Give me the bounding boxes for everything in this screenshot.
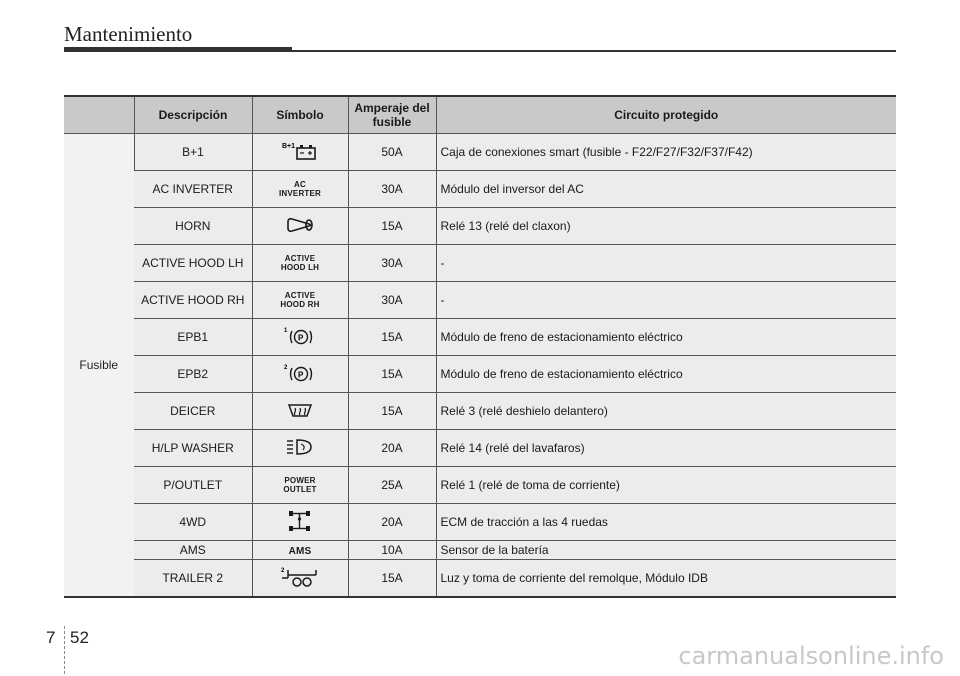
ac-inverter-symbol: AC INVERTER (278, 179, 322, 198)
header-rule-thin (292, 50, 896, 52)
amperage-cell: 50A (348, 134, 436, 171)
circuit-cell: ECM de tracción a las 4 ruedas (436, 504, 896, 541)
amperage-cell: 20A (348, 430, 436, 467)
description-cell: HORN (134, 208, 252, 245)
circuit-cell: - (436, 282, 896, 319)
circuit-cell: Caja de conexiones smart (fusible - F22/F27/F32/F37/F42) (436, 134, 896, 171)
amperage-cell: 15A (348, 356, 436, 393)
description-cell: H/LP WASHER (134, 430, 252, 467)
description-cell: P/OUTLET (134, 467, 252, 504)
header-amperage: Amperaje del fusible (348, 96, 436, 134)
circuit-cell: Módulo de freno de estacionamiento eléctrico (436, 356, 896, 393)
power-outlet-symbol: POWER OUTLET (283, 475, 317, 494)
circuit-cell: Relé 13 (relé del claxon) (436, 208, 896, 245)
table-header-row (64, 96, 896, 134)
symbol-cell (252, 171, 348, 208)
horn-icon (285, 215, 315, 238)
symbol-cell (252, 430, 348, 467)
circuit-cell: Luz y toma de corriente del remolque, Módulo IDB (436, 560, 896, 598)
header-empty (64, 96, 134, 134)
table-row (64, 504, 896, 541)
table-row (64, 541, 896, 560)
watermark: carmanualsonline.info (678, 642, 944, 670)
chapter-number: 7 (46, 628, 56, 647)
circuit-cell: Sensor de la batería (436, 541, 896, 560)
circuit-cell: Relé 14 (relé del lavafaros) (436, 430, 896, 467)
description-cell: 4WD (134, 504, 252, 541)
group-label: Fusible (64, 134, 134, 598)
page-header-title: Mantenimiento (64, 22, 193, 46)
symbol-cell (252, 356, 348, 393)
amperage-cell: 30A (348, 282, 436, 319)
parking-brake-icon (283, 362, 317, 387)
description-cell: DEICER (134, 393, 252, 430)
amperage-cell: 20A (348, 504, 436, 541)
page-number: 52 (70, 628, 89, 647)
symbol-cell (252, 467, 348, 504)
description-cell: AMS (134, 541, 252, 560)
amperage-cell: 15A (348, 393, 436, 430)
header-description: Descripción (134, 96, 252, 134)
symbol-cell (252, 504, 348, 541)
symbol-cell (252, 319, 348, 356)
table-row (64, 319, 896, 356)
symbol-cell (252, 134, 348, 171)
amperage-cell: 30A (348, 171, 436, 208)
parking-brake-index: 1 (284, 327, 288, 334)
table-row (64, 134, 896, 171)
table-row (64, 208, 896, 245)
amperage-cell: 15A (348, 319, 436, 356)
parking-brake-index: 2 (284, 364, 288, 371)
fuse-table (64, 95, 896, 598)
symbol-cell (252, 245, 348, 282)
ams-symbol: AMS (288, 546, 312, 557)
amperage-cell: 25A (348, 467, 436, 504)
trailer-icon (280, 565, 320, 592)
active-hood-lh-symbol: ACTIVE HOOD LH (280, 253, 320, 272)
symbol-cell (252, 541, 348, 560)
circuit-cell: Módulo del inversor del AC (436, 171, 896, 208)
header-circuit: Circuito protegido (436, 96, 896, 134)
amperage-cell: 10A (348, 541, 436, 560)
svg-text:P: P (298, 333, 304, 342)
headlamp-washer-icon (285, 436, 315, 461)
svg-text:P: P (298, 370, 304, 379)
table-row (64, 282, 896, 319)
header-symbol: Símbolo (252, 96, 348, 134)
symbol-cell (252, 282, 348, 319)
battery-icon (280, 141, 320, 164)
amperage-cell: 30A (348, 245, 436, 282)
table-row (64, 560, 896, 598)
description-cell: EPB1 (134, 319, 252, 356)
header-rule (64, 47, 292, 52)
symbol-cell (252, 560, 348, 598)
battery-icon-label: B+1 (282, 142, 296, 150)
circuit-cell: Relé 1 (relé de toma de corriente) (436, 467, 896, 504)
trailer-icon-index: 2 (281, 567, 285, 574)
circuit-cell: Relé 3 (relé deshielo delantero) (436, 393, 896, 430)
description-cell: B+1 (134, 134, 252, 171)
amperage-cell: 15A (348, 560, 436, 598)
circuit-cell: Módulo de freno de estacionamiento eléctrico (436, 319, 896, 356)
page-number-divider (64, 626, 66, 674)
symbol-cell (252, 393, 348, 430)
active-hood-rh-symbol: ACTIVE HOOD RH (280, 290, 320, 309)
description-cell: EPB2 (134, 356, 252, 393)
table-row (64, 393, 896, 430)
description-cell: TRAILER 2 (134, 560, 252, 598)
circuit-cell: - (436, 245, 896, 282)
table-row (64, 171, 896, 208)
table-row (64, 467, 896, 504)
amperage-cell: 15A (348, 208, 436, 245)
table-row (64, 245, 896, 282)
parking-brake-icon (283, 325, 317, 350)
table-row (64, 430, 896, 467)
description-cell: ACTIVE HOOD RH (134, 282, 252, 319)
4wd-icon (287, 509, 313, 536)
symbol-cell (252, 208, 348, 245)
deicer-icon (285, 400, 315, 423)
description-cell: ACTIVE HOOD LH (134, 245, 252, 282)
description-cell: AC INVERTER (134, 171, 252, 208)
table-row (64, 356, 896, 393)
